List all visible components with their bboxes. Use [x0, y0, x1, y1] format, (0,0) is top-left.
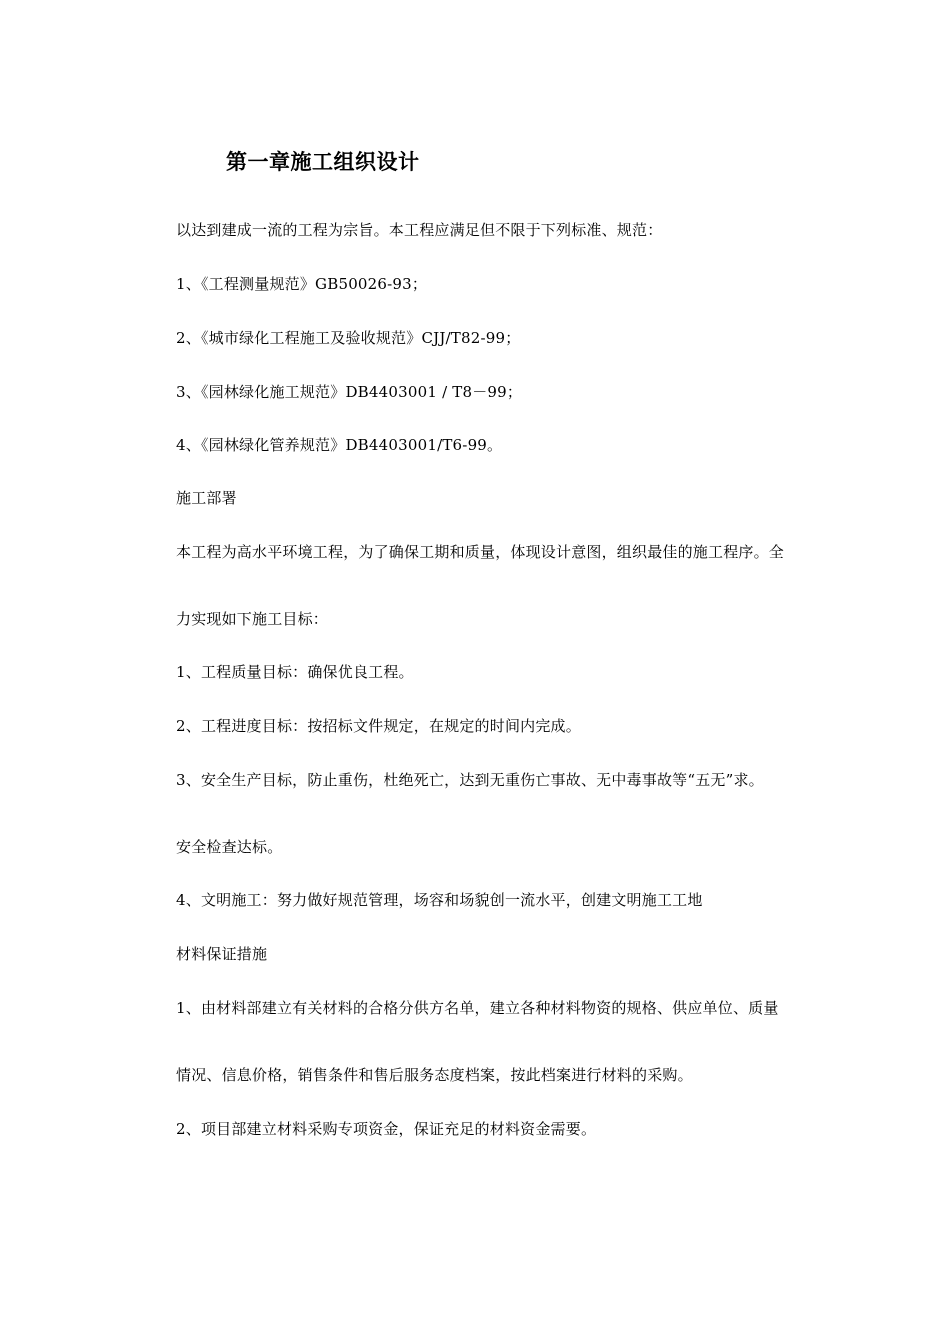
materials-item-1-line-1: 1、由材料部建立有关材料的合格分供方名单，建立各种材料物资的规格、供应单位、质量: [176, 999, 779, 1017]
materials-item-1-line-2: 情况、信息价格，销售条件和售后服务态度档案，按此档案进行材料的采购。: [176, 1066, 693, 1084]
materials-item-2: 2、项目部建立材料采购专项资金，保证充足的材料资金需要。: [176, 1120, 597, 1138]
deployment-paragraph-line-2: 力实现如下施工目标：: [176, 610, 329, 628]
intro-paragraph: 以达到建成一流的工程为宗旨。本工程应满足但不限于下列标准、规范：: [176, 221, 663, 239]
chapter-title: 第一章施工组织设计: [226, 150, 420, 174]
goal-item-4: 4、文明施工：努力做好规范管理，场容和场貌创一流水平，创建文明施工工地: [176, 891, 703, 909]
standard-item-2: 2、《城市绿化工程施工及验收规范》CJJ/T82-99；: [176, 329, 521, 347]
goal-item-1: 1、工程质量目标：确保优良工程。: [176, 663, 414, 681]
deployment-paragraph-line-1: 本工程为高水平环境工程，为了确保工期和质量，体现设计意图，组织最佳的施工程序。全: [176, 543, 785, 561]
standard-item-3: 3、《园林绿化施工规范》DB4403001 / T8－99；: [176, 383, 523, 401]
section-heading-deployment: 施工部署: [176, 489, 237, 507]
goal-item-3-line-1: 3、安全生产目标，防止重伤，杜绝死亡，达到无重伤亡事故、无中毒事故等“五无”求。: [176, 771, 764, 789]
standard-item-4: 4、《园林绿化管养规范》DB4403001/T6-99。: [176, 436, 503, 454]
goal-item-3-line-2: 安全检查达标。: [176, 838, 283, 856]
goal-item-2: 2、工程进度目标：按招标文件规定，在规定的时间内完成。: [176, 717, 581, 735]
standard-item-1: 1、《工程测量规范》GB50026-93；: [176, 275, 428, 293]
section-heading-materials: 材料保证措施: [176, 945, 268, 963]
